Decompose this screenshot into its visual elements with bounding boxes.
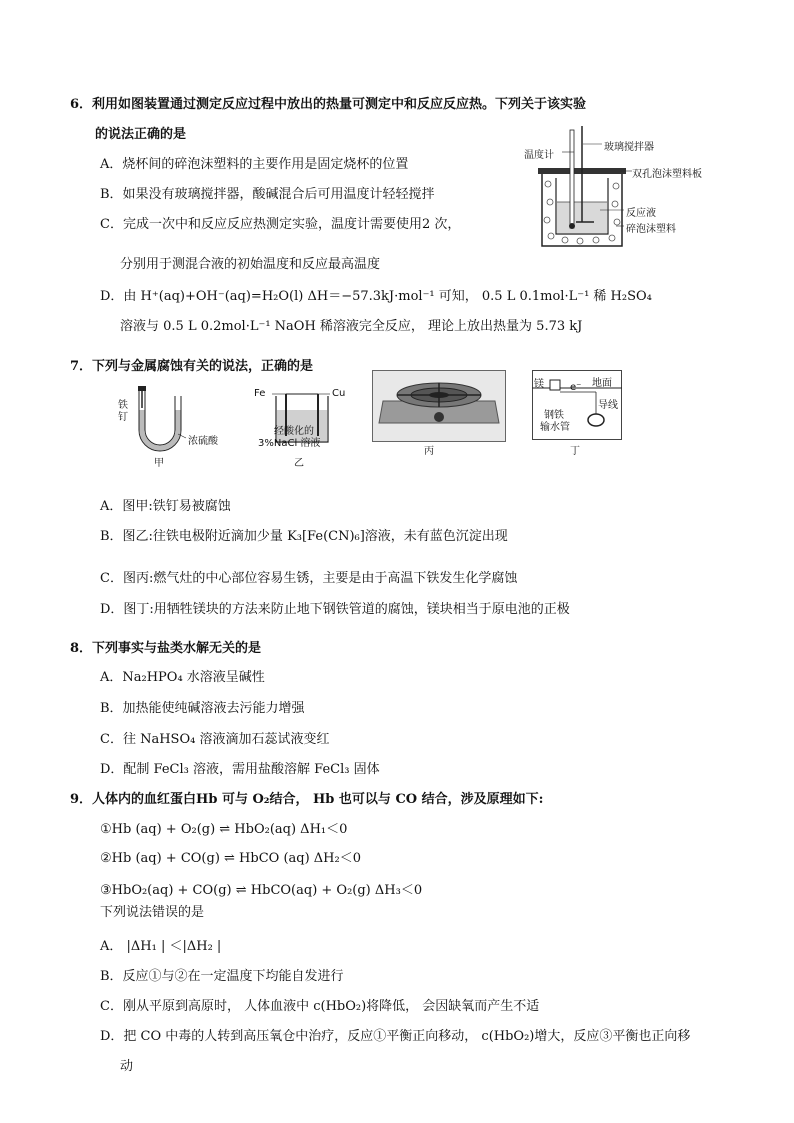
label-nacl-solution: 3%NaCl 溶液 xyxy=(258,438,321,449)
q6-option-d-line1: D．由 H⁺(aq)+OH⁻(aq)=H₂O(l) ΔH＝−57.3kJ·mol⁻¹ 可知， 0.5 L 0.1mol·L⁻¹ 稀 H₂SO₄ xyxy=(100,289,652,304)
label-thermometer: 温度计 xyxy=(524,150,554,161)
q9-reaction-3: ③HbO₂(aq) + CO(g) ⇌ HbCO(aq) + O₂(g) ΔH₃＜0 xyxy=(100,883,423,898)
q9-option-c: C．刚从平原到高原时， 人体血液中 c(HbO₂)将降低， 会因缺氧而产生不适 xyxy=(100,999,540,1014)
caption-bing: 丙 xyxy=(424,446,434,457)
q6-stem-line2: 的说法正确的是 xyxy=(95,127,187,142)
label-foam: 碎泡沫塑料 xyxy=(626,224,676,235)
q8-option-c: C．往 NaHSO₄ 溶液滴加石蕊试液变红 xyxy=(100,732,330,747)
q9-question: 下列说法错误的是 xyxy=(100,905,205,920)
q6-option-b: B．如果没有玻璃搅拌器，酸碱混合后可用温度计轻轻搅拌 xyxy=(100,187,435,202)
q7-option-a: A．图甲:铁钉易被腐蚀 xyxy=(100,499,231,514)
q9-stem: 9．人体内的血红蛋白Hb 可与 O₂结合， Hb 也可以与 CO 结合，涉及原理如下: xyxy=(70,792,544,807)
label-fe-electrode: Fe xyxy=(254,388,266,399)
q6-option-a: A．烧杯间的碎泡沫塑料的主要作用是固定烧杯的位置 xyxy=(100,157,409,172)
figure-jia xyxy=(112,386,222,469)
label-solution: 反应液 xyxy=(626,208,656,219)
label-ground: 地面 xyxy=(592,378,612,389)
q8-option-a: A．Na₂HPO₄ 水溶液呈碱性 xyxy=(100,670,265,685)
label-stirrer: 玻璃搅拌器 xyxy=(604,142,654,153)
label-lid: 双孔泡沫塑料板 xyxy=(632,169,702,180)
q7-stem: 7．下列与金属腐蚀有关的说法，正确的是 xyxy=(70,359,314,374)
label-steel: 钢铁 xyxy=(544,410,564,421)
q6-option-c-line1: C．完成一次中和反应反应热测定实验，温度计需要使用2 次， xyxy=(100,217,461,232)
label-cu-electrode: Cu xyxy=(332,388,346,399)
q9-reaction-1: ①Hb (aq) + O₂(g) ⇌ HbO₂(aq) ΔH₁＜0 xyxy=(100,822,348,837)
figure-yi xyxy=(250,386,360,469)
q9-option-b: B．反应①与②在一定温度下均能自发进行 xyxy=(100,969,344,984)
q8-option-b: B．加热能使纯碱溶液去污能力增强 xyxy=(100,701,305,716)
q6-option-c-line2: 分别用于测混合液的初始温度和反应最高温度 xyxy=(120,257,381,272)
label-acidified: 经酸化的 xyxy=(274,426,314,437)
q9-option-d-line2: 动 xyxy=(120,1059,134,1074)
q7-option-b: B．图乙:往铁电极附近滴加少量 K₃[Fe(CN)₆]溶液，未有蓝色沉淀出现 xyxy=(100,529,508,544)
q6-option-d-line2: 溶液与 0.5 L 0.2mol·L⁻¹ NaOH 稀溶液完全反应， 理论上放出热量为 5.73 kJ xyxy=(120,319,583,334)
figure-bing-gas-stove xyxy=(372,370,506,442)
calorimeter-figure xyxy=(520,122,720,254)
q7-option-c: C．图丙:燃气灶的中心部位容易生锈，主要是由于高温下铁发生化学腐蚀 xyxy=(100,571,518,586)
label-water-pipe: 输水管 xyxy=(540,422,570,433)
label-magnesium: 镁 xyxy=(534,379,544,390)
caption-ding: 丁 xyxy=(570,446,580,457)
q8-stem: 8．下列事实与盐类水解无关的是 xyxy=(70,641,262,656)
q6-stem-line1: 6．利用如图装置通过测定反应过程中放出的热量可测定中和反应反应热。下列关于该实验 xyxy=(70,97,587,112)
label-electron: e⁻ xyxy=(570,382,582,393)
caption-jia: 甲 xyxy=(154,458,164,469)
q9-reaction-2: ②Hb (aq) + CO(g) ⇌ HbCO (aq) ΔH₂＜0 xyxy=(100,851,361,866)
figure-ding xyxy=(532,370,622,440)
q7-option-d: D．图丁:用牺牲镁块的方法来防止地下钢铁管道的腐蚀，镁块相当于原电池的正极 xyxy=(100,602,570,617)
q8-option-d: D．配制 FeCl₃ 溶液，需用盐酸溶解 FeCl₃ 固体 xyxy=(100,762,380,777)
q9-option-a: A． |ΔH₁ | ＜|ΔH₂ | xyxy=(100,939,222,954)
caption-yi: 乙 xyxy=(294,458,304,469)
q9-option-d-line1: D．把 CO 中毒的人转到高压氧仓中治疗，反应①平衡正向移动， c(HbO₂)增大，反应③平衡也正向移 xyxy=(100,1029,691,1044)
label-wire: 导线 xyxy=(598,400,618,411)
label-conc-sulfuric-acid: 浓硫酸 xyxy=(188,436,218,447)
label-iron-nail: 铁 钉 xyxy=(118,400,128,423)
